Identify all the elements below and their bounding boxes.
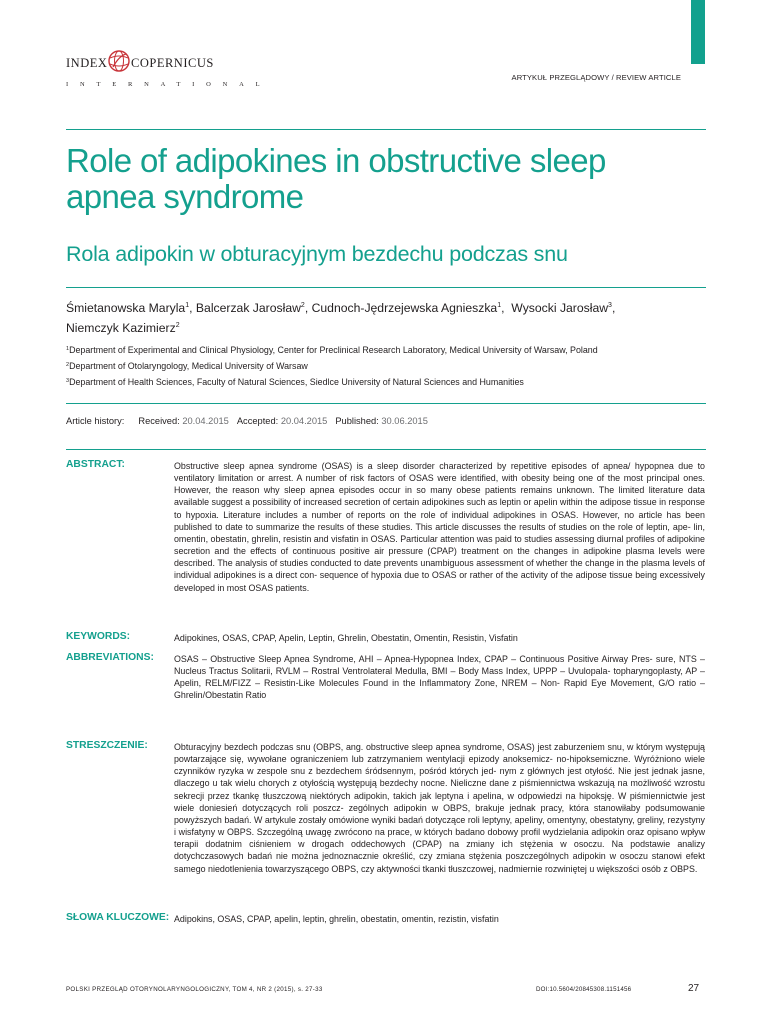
divider (66, 403, 706, 404)
logo-word-right: COPERNICUS (131, 56, 214, 70)
author-affiliation-mark: 1 (185, 302, 190, 309)
author-name: Wysocki Jarosław (511, 301, 609, 315)
author-name: Śmietanowska Maryla (66, 301, 186, 315)
affiliation-text: Department of Otolaryngology, Medical University of Warsaw (69, 361, 308, 371)
logo-word-left: INDEX (66, 56, 108, 70)
accepted-date: 20.04.2015 (280, 416, 328, 426)
divider (66, 449, 706, 450)
author-name: Niemczyk Kazimierz (66, 321, 176, 335)
author-affiliation-mark: 3 (608, 302, 612, 309)
affiliation (66, 345, 598, 355)
affiliation-number: 1 (66, 346, 70, 352)
slowa-kluczowe-text: Adipokins, OSAS, CPAP, apelin, leptin, ghrelin, obestatin, omentin, rezistin, visfatin (174, 914, 499, 924)
history-label: Article history: (66, 416, 125, 426)
abstract-text: Obstructive sleep apnea syndrome (OSAS) is a sleep disorder characterized by repetitive episodes of apnea/ hypopnea due to ventilatory limitation or arrest. A number of risk factors of OSAS were identified, with obesity being one of the most principal ones. However, the reason why sleep apnea episodes occur in so many obese patients remains unknown. The limited literature data available suggest a possibility of increased secretion of certain adipokines such as leptin or apelin within the adipose tissue in response to hypoxia. Literature includes a number of reports on the role of individual adipokines in OSAS. However, no article has been published to date to summarize the results of these studies. This article discusses the results of studies on the role of leptin, ape- lin, omentin, obestatin, ghrelin, resistin and visfatin in OSAS. Particular attention was paid to studies assessing diurnal profiles of adipokine secretion and the effects of continuous positive air pressure (CPAP) treatment on the changes in adipokine plasma levels were described. The analysis of studies conducted to date prevents unambiguous assessment of whether the change in the plasma levels of individual adipokines is a direct con- sequence of hypoxia due to OSAS or rather of the activity of the adipose tissue being excessively developed in most OSAS patients. (174, 461, 705, 593)
article-subtitle: Rola adipokin w obturacyjnym bezdechu podczas snu (66, 242, 568, 266)
slowa-kluczowe-label: SŁOWA KLUCZOWE: (66, 912, 170, 923)
accepted-label: Accepted: (236, 416, 279, 426)
affiliation-text: Department of Experimental and Clinical Physiology, Center for Preclinical Research Laboratory, Medical University of Warsaw, Poland (69, 345, 598, 355)
globe-emblem-icon (108, 50, 130, 72)
article-history (66, 416, 428, 426)
received-label: Received: (138, 416, 180, 426)
author-list: Śmietanowska Maryla$^1$, Balcerzak Jarosław$^2$, Cudnoch-Jędrzejewska Agnieszka$^1$, Wysocki Jarosław$^3$, Niemczyk Kazimierz$^2$ (66, 301, 616, 335)
keywords-label: KEYWORDS: (66, 631, 131, 642)
affiliation (66, 361, 308, 371)
received-date: 20.04.2015 (182, 416, 229, 426)
index-copernicus-logo (66, 50, 272, 94)
affiliation-number: 2 (66, 362, 70, 368)
keywords-text: Adipokines, OSAS, CPAP, Apelin, Leptin, Ghrelin, Obestatin, Omentin, Resistin, Visfatin (174, 633, 518, 643)
divider (66, 287, 706, 288)
affiliation (66, 377, 524, 387)
page-number: 27 (688, 983, 700, 994)
author-affiliation-mark: 1 (497, 302, 502, 309)
divider (66, 129, 706, 130)
footer-doi: DOI:10.5604/20845308.1151456 (536, 986, 632, 993)
article-type: ARTYKUŁ PRZEGLĄDOWY / REVIEW ARTICLE (511, 73, 681, 82)
streszczenie-text: Obturacyjny bezdech podczas snu (OBPS, ang. obstructive sleep apnea syndrome, OSAS) jest zaburzeniem snu, w którym występują powtarzające się, wywołane ograniczeniem lub zatrzymaniem wentylacji epizody anoksemicz- no-hipoksemiczne. Wyróżniono wiele czynników ryzyka w zespole snu z bezdechem śródsennym, pośród których jed- nym z głównych jest otyłość. Nie jest jednak jasne, dlaczego u tak wielu chorych z otyłością występują bezdechy nocne. Nieliczne dane z piśmiennictwa wskazują na możliwość wzrostu sekrecji przez tkankę tłuszczową niektórych adipokin, takich jak leptyna i apelina, w odpowiedzi na hipoksję. W piśmiennictwie jest wiele doniesień dotyczących roli poszcz- zególnych adipokin w OBPS, brakuje jednak pracy, która stanowiłaby podsumowanie powyższych badań. W artykule zostały omówione wyniki badań dotyczące roli leptyny, apeliny, omentyny, obestatyny, greliny, rezystyny i wisfatyny w OBPS. Szczególną uwagę zwrócono na prace, w których badano dobowy profil wydzielania adipokin oraz opisano wpływ terapii dodatnim ciśnieniem w drogach oddechowych (CPAP) na zmiany ich stężenia w osoczu. Na podstawie analizy dotychczasowych badań nie można jednoznacznie określić, czy zmiana stężenia poszczególnych adipokin w osoczu stanowi efekt samego niedotlenienia towarzyszącego OBPS, czy aktywności tkanki tłuszczowej, nadmiernie rozwiniętej u większości osób z OBPS. (174, 742, 705, 874)
author-affiliation-mark: 2 (175, 322, 180, 329)
footer-journal: POLSKI PRZEGLĄD OTORYNOLARYNGOLOGICZNY, TOM 4, NR 2 (2015), s. 27-33 (66, 986, 323, 993)
abbreviations-label: ABBREVIATIONS: (66, 652, 154, 663)
affiliation-text: Department of Health Sciences, Faculty of Natural Sciences, Siedlce University of Natural Sciences and Humanities (69, 377, 524, 387)
author-affiliation-mark: 2 (300, 302, 305, 309)
author-name: Balcerzak Jarosław (195, 301, 301, 315)
published-date: 30.06.2015 (381, 416, 428, 426)
logo-subtitle: INTERNATIONAL (66, 81, 272, 88)
published-label: Published: (335, 416, 379, 426)
author-name: Cudnoch-Jędrzejewska Agnieszka (311, 301, 498, 315)
affiliation-number: 3 (66, 378, 70, 384)
abbreviations-text: OSAS – Obstructive Sleep Apnea Syndrome, AHI – Apnea-Hypopnea Index, CPAP – Continuous Positive Airway Pres- sure, NTS – Nucleus Tractus Solitarii, RVLM – Rostral Ventrolateral Medulla, BMI – Body Mass Index, UPPP – Uvulopala- topharyngoplasty, AP – Apelin, RELM/FIZZ – Resistin-Like Molecules Found in the Inflammatory Zone, NREM – Non- Rapid Eye Movement, G/O ratio – Ghrelin/Obestatin Ratio (174, 654, 705, 701)
streszczenie-label: STRESZCZENIE: (66, 740, 148, 751)
accent-bar (691, 0, 705, 64)
article-title: Role of adipokines in obstructive sleep apnea syndrome (66, 142, 606, 215)
abstract-label: ABSTRACT: (66, 459, 125, 470)
